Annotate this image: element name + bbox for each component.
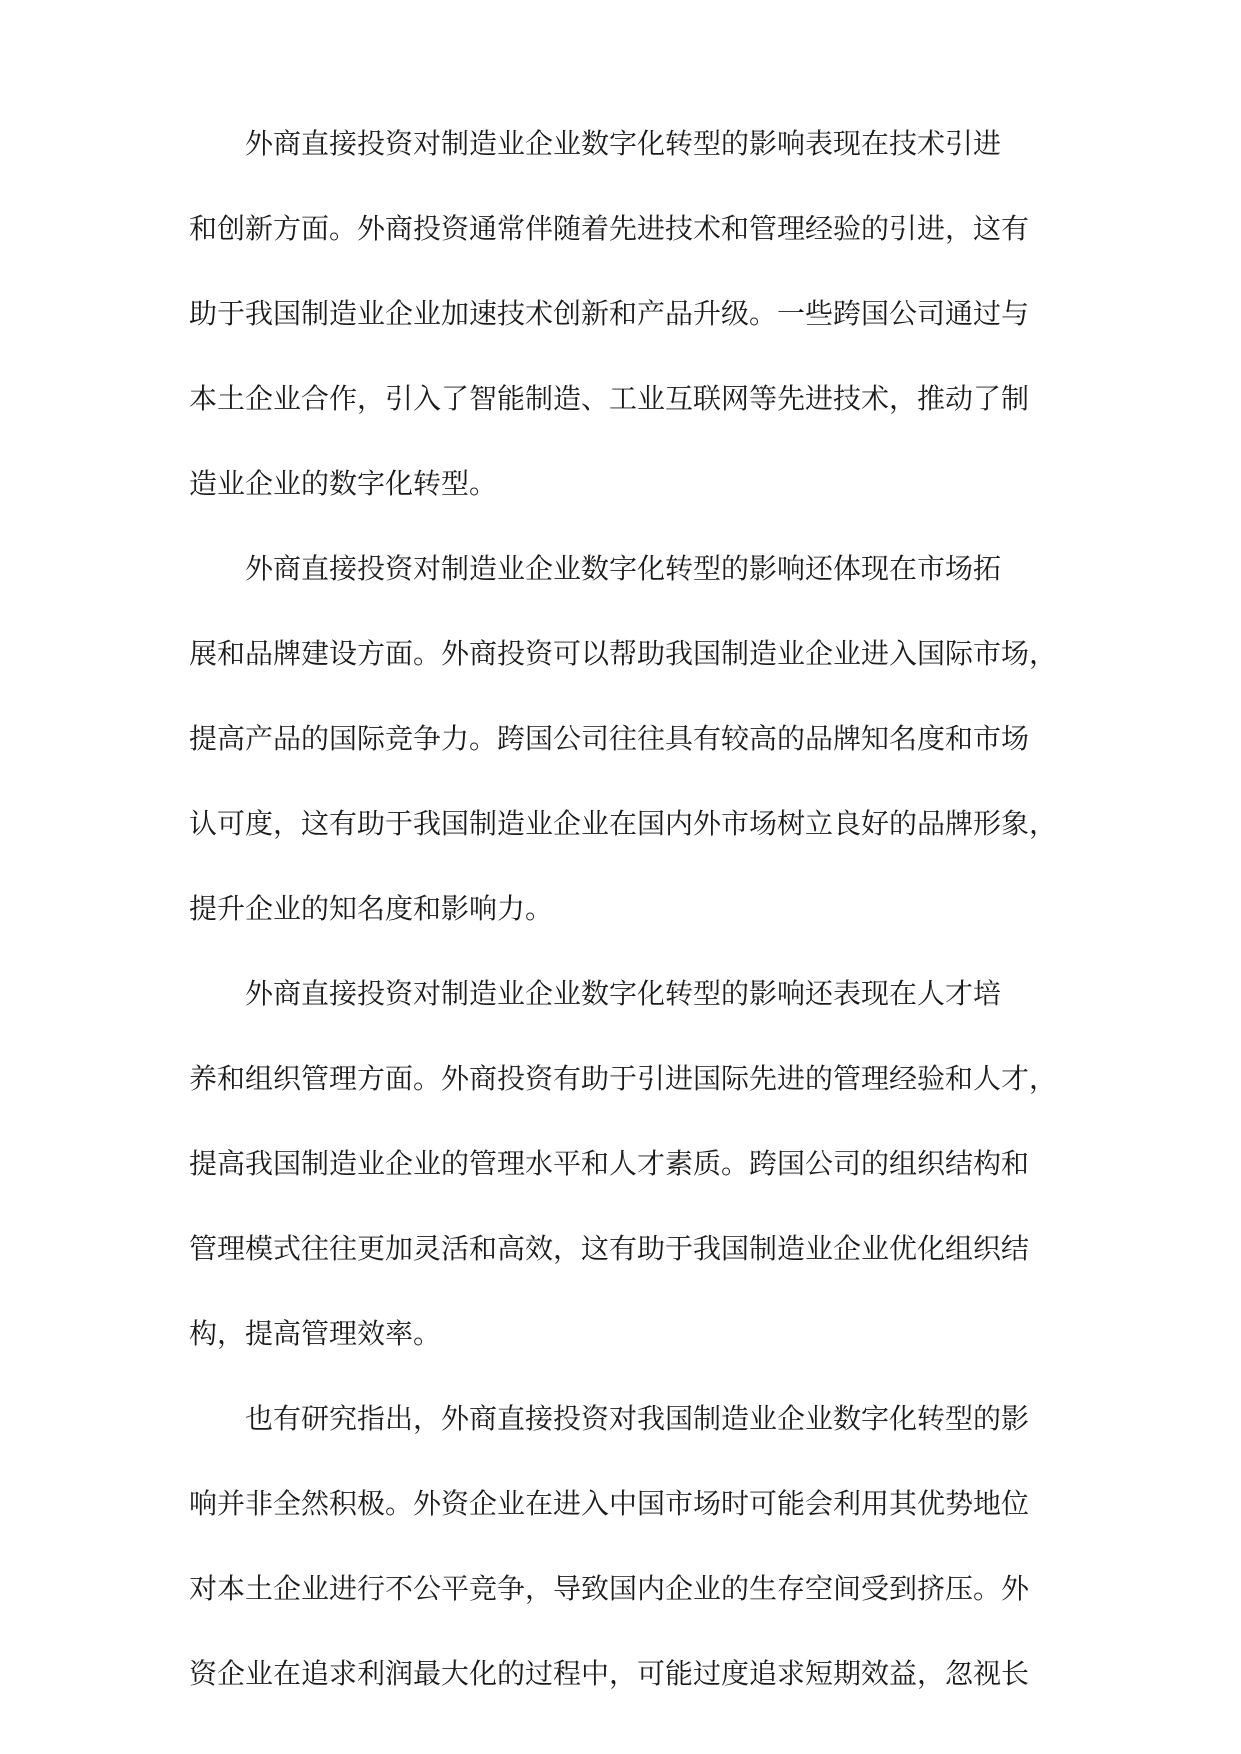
- text-line: 认可度，这有助于我国制造业企业在国内外市场树立良好的品牌形象，: [189, 807, 1058, 840]
- text-line: 对本土企业进行不公平竞争，导致国内企业的生存空间受到挤压。外: [189, 1572, 1030, 1605]
- text-line: 提高产品的国际竞争力。跨国公司往往具有较高的品牌知名度和市场: [189, 722, 1030, 755]
- text-line: 管理模式往往更加灵活和高效，这有助于我国制造业企业优化组织结: [189, 1232, 1030, 1265]
- text-line: 本土企业合作，引入了智能制造、工业互联网等先进技术，推动了制: [189, 382, 1030, 415]
- paragraph-talent-management: [189, 971, 1069, 1396]
- text-line: 提升企业的知名度和影响力。: [189, 892, 554, 925]
- text-line: 养和组织管理方面。外商投资有助于引进国际先进的管理经验和人才，: [189, 1062, 1058, 1095]
- text-line: 展和品牌建设方面。外商投资可以帮助我国制造业企业进入国际市场，: [189, 637, 1058, 670]
- text-line: 外商直接投资对制造业企业数字化转型的影响还体现在市场拓: [245, 552, 1002, 585]
- paragraph-negative-effects: [189, 1396, 1069, 1736]
- text-line: 外商直接投资对制造业企业数字化转型的影响还表现在人才培: [245, 977, 1002, 1010]
- text-line: 响并非全然积极。外资企业在进入中国市场时可能会利用其优势地位: [189, 1487, 1030, 1520]
- text-line: 也有研究指出，外商直接投资对我国制造业企业数字化转型的影: [245, 1402, 1030, 1435]
- text-line: 和创新方面。外商投资通常伴随着先进技术和管理经验的引进，这有: [189, 212, 1030, 245]
- paragraph-market-brand: [189, 546, 1069, 971]
- paragraph-technology: [189, 121, 1069, 546]
- text-line: 资企业在追求利润最大化的过程中，可能过度追求短期效益，忽视长: [189, 1657, 1030, 1690]
- text-line: 外商直接投资对制造业企业数字化转型的影响表现在技术引进: [245, 127, 1002, 160]
- text-line: 提高我国制造业企业的管理水平和人才素质。跨国公司的组织结构和: [189, 1147, 1030, 1180]
- text-line: 构，提高管理效率。: [189, 1317, 442, 1350]
- text-line: 造业企业的数字化转型。: [189, 467, 498, 500]
- text-line: 助于我国制造业企业加速技术创新和产品升级。一些跨国公司通过与: [189, 297, 1030, 330]
- document-body: [189, 121, 1069, 1736]
